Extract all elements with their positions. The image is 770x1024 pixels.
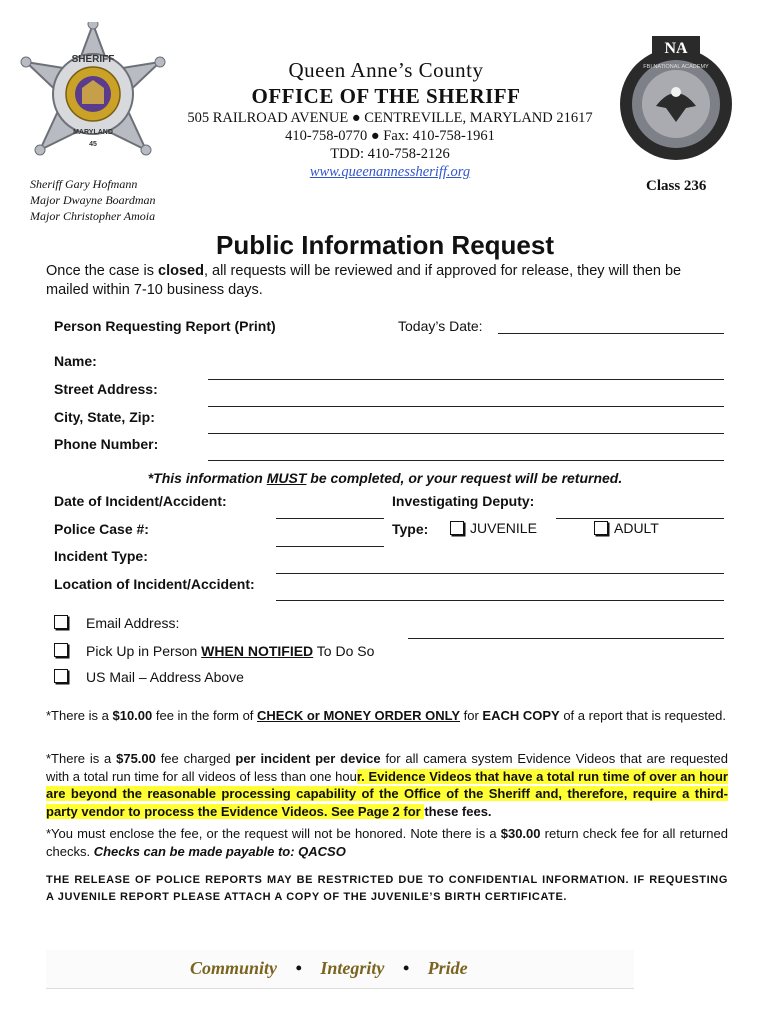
todays-date-label: Today’s Date:	[398, 318, 483, 334]
footer-word-integrity: Integrity	[320, 958, 385, 978]
email-address-field[interactable]	[408, 638, 724, 639]
release-notice: THE RELEASE OF POLICE REPORTS MAY BE RESTRICTED DUE TO CONFIDENTIAL INFORMATION. IF REQUESTING A JUVENILE REPORT PLEASE ATTACH A COPY OF THE JUVENILE’S BIRTH CERTIFICATE.	[46, 874, 728, 903]
adult-label: ADULT	[614, 520, 659, 536]
office-tdd: TDD: 410-758-2126	[330, 146, 450, 162]
fee-check-note: *You must enclose the fee, or the request will not be honored. Note there is a $30.00 return check fee for all returned checks. Checks can be made payable to: QACSO	[46, 826, 728, 859]
us-mail-checkbox[interactable]	[54, 669, 68, 683]
footer-motto	[190, 958, 468, 979]
incident-type-field[interactable]	[276, 573, 724, 574]
police-case-label: Police Case #:	[54, 521, 149, 537]
city-state-zip-label: City, State, Zip:	[54, 409, 155, 425]
street-address-label: Street Address:	[54, 381, 158, 397]
footer-separator: •	[295, 958, 302, 978]
juvenile-label: JUVENILE	[470, 520, 537, 536]
name-label: Name:	[54, 353, 97, 369]
email-label: Email Address:	[86, 615, 180, 631]
type-label: Type:	[392, 521, 429, 537]
class-label: Class 236	[646, 178, 707, 194]
county-name: Queen Anne’s County	[288, 58, 484, 82]
website-link[interactable]: www.queenannessheriff.org	[309, 164, 471, 180]
pickup-checkbox[interactable]	[54, 643, 68, 657]
must-complete-notice: *This information MUST be completed, or your request will be returned.	[147, 470, 623, 486]
todays-date-field[interactable]	[498, 333, 724, 334]
sheriff-badge-logo	[18, 22, 168, 172]
police-case-field[interactable]	[276, 546, 384, 547]
street-address-field[interactable]	[208, 406, 724, 407]
juvenile-checkbox[interactable]	[450, 521, 464, 535]
phone-number-label: Phone Number:	[54, 436, 159, 452]
seal-ring-text: FBI NATIONAL ACADEMY	[643, 64, 709, 70]
pickup-label: Pick Up in Person WHEN NOTIFIED To Do So	[86, 643, 375, 659]
staff-sheriff: Sheriff Gary Hofmann	[30, 177, 138, 191]
intro-text: Once the case is closed, all requests will be reviewed and if approved for release, they will then be mailed within 7-10 business days.	[46, 263, 682, 298]
investigating-deputy-label: Investigating Deputy:	[392, 493, 535, 509]
investigating-deputy-field[interactable]	[556, 518, 724, 519]
incident-date-label: Date of Incident/Accident:	[54, 493, 227, 509]
name-field[interactable]	[208, 379, 724, 380]
staff-major-2: Major Christopher Amoia	[30, 209, 156, 223]
fee-copy-note: *There is a $10.00 fee in the form of CHECK or MONEY ORDER ONLY for EACH COPY of a report that is requested.	[46, 708, 726, 723]
form-title: Public Information Request	[215, 230, 555, 260]
location-field[interactable]	[276, 600, 724, 601]
person-requesting-label: Person Requesting Report (Print)	[54, 318, 276, 334]
footer-word-community: Community	[190, 958, 278, 978]
badge-bottom-text: MARYLAND	[73, 129, 113, 136]
office-name: OFFICE OF THE SHERIFF	[251, 84, 521, 108]
email-checkbox[interactable]	[54, 615, 68, 629]
fee-video-note: *There is a $75.00 fee charged per incident per device for all camera system Evidence Videos that are requested with a total run time for all videos of less than one hour. Evidence Videos that have a total run time of over an hour are beyond the reasonable processing capability of the Office of the Sheriff and, therefore, require a third-party vendor to process the Evidence Videos. See Page 2 for these fees.	[46, 751, 728, 819]
staff-major-1: Major Dwayne Boardman	[30, 193, 156, 207]
office-address: 505 RAILROAD AVENUE ● CENTREVILLE, MARYLAND 21617	[187, 110, 593, 126]
incident-type-label: Incident Type:	[54, 548, 148, 564]
fbi-national-academy-seal	[612, 36, 740, 164]
badge-number: 45	[89, 141, 97, 148]
location-label: Location of Incident/Accident:	[54, 576, 255, 592]
footer-separator: •	[402, 958, 410, 978]
city-state-zip-field[interactable]	[208, 433, 724, 434]
footer-word-pride: Pride	[427, 958, 468, 978]
incident-date-field[interactable]	[276, 518, 384, 519]
us-mail-label: US Mail – Address Above	[86, 669, 244, 685]
badge-top-text: SHERIFF	[71, 54, 115, 65]
phone-number-field[interactable]	[208, 460, 724, 461]
seal-top-text: NA	[664, 40, 688, 57]
adult-checkbox[interactable]	[594, 521, 608, 535]
office-phones: 410-758-0770 ● Fax: 410-758-1961	[285, 128, 495, 144]
